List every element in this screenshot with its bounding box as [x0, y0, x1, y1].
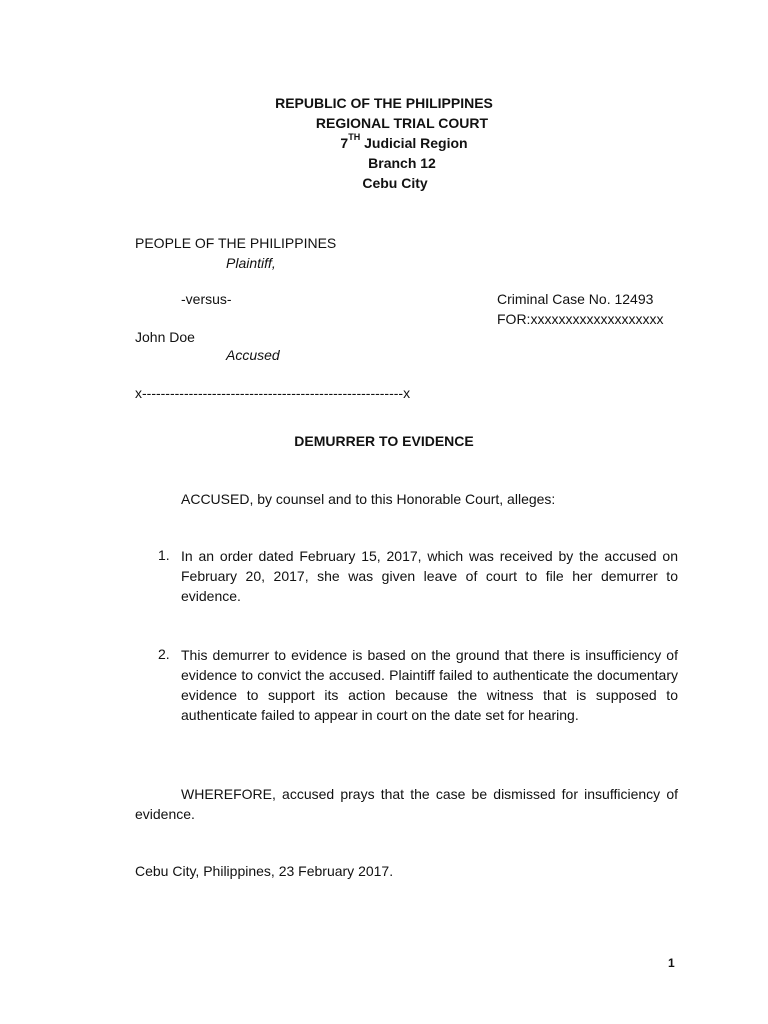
- item-number: 2.: [158, 646, 170, 662]
- document-title: DEMURRER TO EVIDENCE: [294, 433, 474, 449]
- heading-region: [40, 134, 768, 154]
- heading-region-number: 7: [340, 135, 349, 151]
- heading-region-superscript: TH: [348, 132, 361, 142]
- heading-city: Cebu City: [362, 175, 428, 191]
- heading-branch: Branch 12: [368, 155, 436, 171]
- plaintiff-role: Plaintiff,: [226, 255, 276, 271]
- page-number: 1: [668, 956, 675, 970]
- intro-accused: ACCUSED: [181, 491, 250, 507]
- heading-region-text: Judicial Region: [360, 135, 468, 151]
- case-number: Criminal Case No. 12493: [497, 291, 654, 307]
- heading-court: REGIONAL TRIAL COURT: [315, 115, 489, 131]
- case-offense: FOR:xxxxxxxxxxxxxxxxxxx: [497, 311, 664, 327]
- intro-paragraph: [181, 490, 555, 510]
- item-text: This demurrer to evidence is based on the ground that there is insufficiency of evidence to convict the accused. Plaintiff failed to authenticate the documentary evidence to support its action because the witness that is supposed to authenticate failed to appear in court on the date set for hearing.: [181, 647, 678, 723]
- plaintiff-name: PEOPLE OF THE PHILIPPINES: [135, 235, 337, 251]
- item-number: 1.: [158, 547, 170, 563]
- accused-role: Accused: [226, 347, 280, 363]
- heading-republic: REPUBLIC OF THE PHILIPPINES: [275, 95, 493, 111]
- intro-text: , by counsel and to this Honorable Court, alleges:: [249, 491, 556, 507]
- wherefore-paragraph: WHEREFORE, accused prays that the case be dismissed for insufficiency of evidence.: [135, 786, 678, 822]
- item-text: In an order dated February 15, 2017, which was received by the accused on February 20, 2017, she was given leave of court to file her demurrer to evidence.: [181, 548, 678, 604]
- caption-divider: x--------------------------------------------------------x: [135, 385, 411, 401]
- court-heading: [0, 94, 768, 194]
- closing-line: Cebu City, Philippines, 23 February 2017.: [135, 863, 394, 879]
- versus-label: -versus-: [181, 291, 232, 307]
- accused-name: John Doe: [135, 329, 195, 345]
